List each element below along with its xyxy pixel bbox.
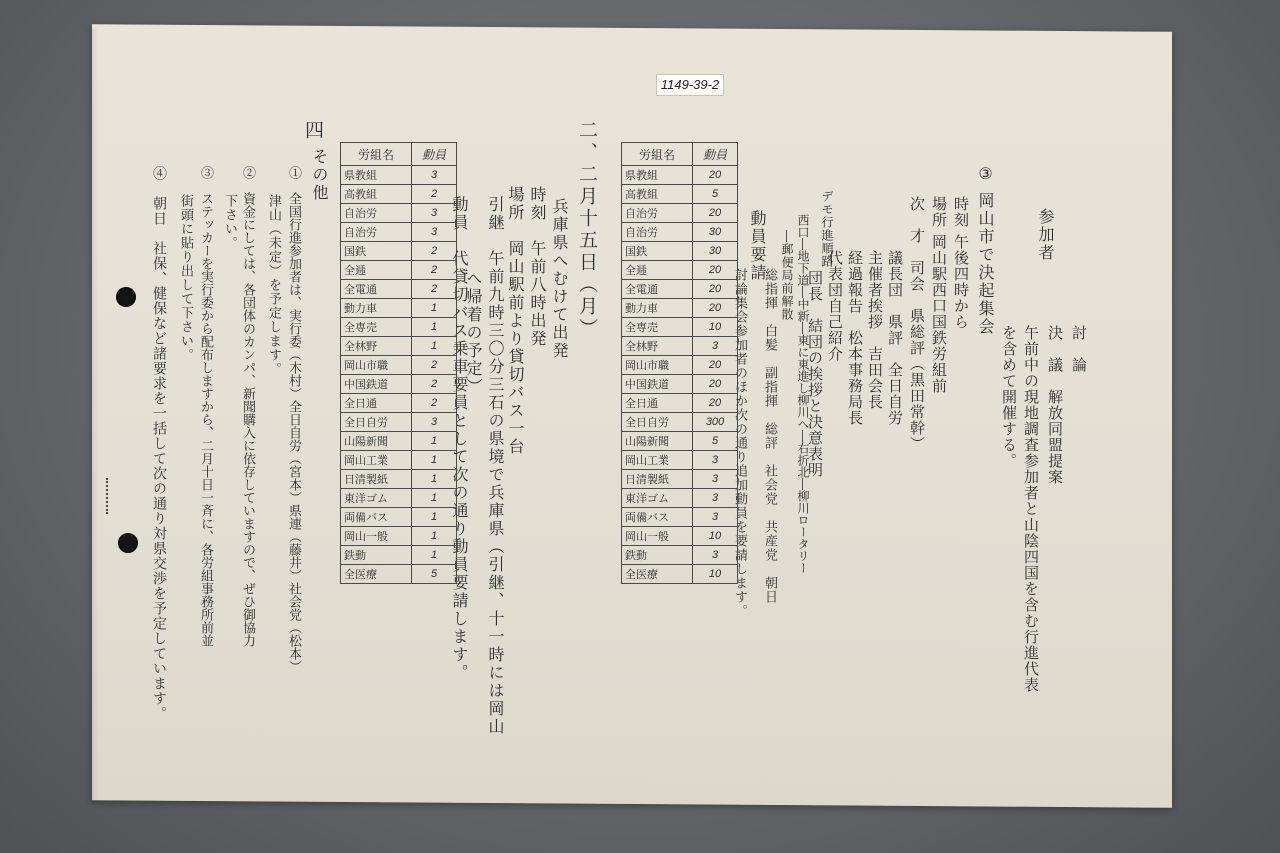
table-row [622,432,738,451]
mobilization-count-cell: 2 [412,280,457,299]
mobilization-count-cell: 3 [412,223,457,242]
union-name-cell: 岡山工業 [622,451,693,470]
union-name-cell: 全林野 [341,337,412,356]
union-name-cell: 全専売 [341,318,412,337]
union-name-cell: 全林野 [622,337,693,356]
mobilization-count-cell: 20 [693,299,738,318]
table-row [341,299,457,318]
table-row [622,261,738,280]
item3-order-3: 経過報告 松本事務局長 [846,250,864,426]
mobilization-count-cell: 2 [412,375,457,394]
sheet-edge [92,28,98,804]
mobilization-count-cell: 3 [412,413,457,432]
union-name-cell: 全医療 [622,565,693,584]
header-union: 労組名 [341,143,412,166]
item2-line-2: 時刻 午前八時出発 [528,186,547,348]
table-row [622,413,738,432]
union-name-cell: 国鉄 [341,242,412,261]
union-name-cell: 岡山一般 [622,527,693,546]
table-row [341,546,457,565]
table-row [341,470,457,489]
table-row [341,356,457,375]
table-row [622,394,738,413]
union-name-cell: 全専売 [622,318,693,337]
mobilization-table-left [340,142,457,584]
table-row [341,508,457,527]
union-name-cell: 全逓 [341,261,412,280]
table-row [622,242,738,261]
table-row [622,356,738,375]
mobilization-count-cell: 1 [412,546,457,565]
staple-marks [106,478,110,514]
table-row [622,337,738,356]
item3-order-5: 団長 結団の挨拶と決意表明 [806,270,824,478]
mobilization-count-cell: 1 [412,470,457,489]
reference-number-tag: 1149-39-2 [656,74,724,96]
item4-note-1: ① 全国行進参加者は、実行委（木村）全日自労（宮本）県連（藤井）社会党（松本） [286,166,301,673]
mobilization-count-cell: 20 [693,204,738,223]
table-row [622,223,738,242]
item4-subheading: その他 [310,148,329,202]
table-row [341,185,457,204]
union-name-cell: 動力車 [341,299,412,318]
table-row [341,527,457,546]
mobilization-count-cell: 1 [412,299,457,318]
mobilization-count-cell: 5 [693,432,738,451]
table-row [622,489,738,508]
item3-heading: ③ 岡山市で決起集会 [976,164,995,337]
item4-note-2b: 下さい。 [222,194,237,250]
item3-order-1: 議長団 県評 全日自労 [886,250,904,426]
table-row [622,166,738,185]
mobilization-count-cell: 20 [693,261,738,280]
table-row [622,280,738,299]
union-name-cell: 全日通 [622,394,693,413]
mobilization-count-cell: 30 [693,242,738,261]
table-row [341,337,457,356]
table-row [341,489,457,508]
table-row [622,565,738,584]
mobilization-count-cell: 20 [693,394,738,413]
table-row [341,280,457,299]
mobilization-count-cell: 20 [693,356,738,375]
mobilization-count-cell: 5 [412,565,457,584]
table-row [622,508,738,527]
union-name-cell: 東洋ゴム [622,489,693,508]
mobilization-count-cell: 2 [412,356,457,375]
union-name-cell: 全医療 [341,565,412,584]
union-name-cell: 自治労 [341,204,412,223]
participants-line-3: 午前中の現地調査参加者と山陰四国を含む行進代表 [1022,325,1040,693]
item4-heading: 四 [302,120,324,142]
union-name-cell: 東洋ゴム [341,489,412,508]
union-name-cell: 全逓 [622,261,693,280]
participants-line-4: を含めて開催する。 [1000,325,1018,469]
header-count: 動員 [412,143,457,166]
union-name-cell: 全電通 [341,280,412,299]
item4-note-2: ② 資金にしては、各団体のカンパ、新聞購入に依存していますので、ぜひ御協力 [240,166,255,647]
table-header [622,143,738,166]
table-row [341,242,457,261]
item3-order-4: 代表団自己紹介 [826,250,844,362]
table-row [622,546,738,565]
mobilization-count-cell: 3 [412,166,457,185]
punch-hole-top [116,287,136,307]
union-name-cell: 県教組 [622,166,693,185]
table-row [341,375,457,394]
demo-leaders: 総指揮 白髪 副指揮 総評 社会党 共産党 朝日 [762,268,777,604]
table-row [341,451,457,470]
mobilization-count-cell: 2 [412,261,457,280]
table-row [341,261,457,280]
mobilization-count-cell: 1 [412,527,457,546]
union-name-cell: 中国鉄道 [622,375,693,394]
item3-time: 時刻 午後四時から [952,196,970,330]
union-name-cell: 岡山一般 [341,527,412,546]
participants-line-2: 決 議 解放同盟提案 [1046,325,1064,485]
table-row [622,527,738,546]
header-union: 労組名 [622,143,693,166]
table-row [341,166,457,185]
union-name-cell: 鉄動 [622,546,693,565]
demo-route-title: デモ行進順路 [820,190,834,268]
item4-note-4: ④ 朝日 社保、健保など諸要求を一括して次の通り対県交渉を予定しています。 [151,166,167,721]
mobilization-count-cell: 20 [693,375,738,394]
participants-title: 参加者 [1036,208,1055,262]
table-row [341,223,457,242]
header-count: 動員 [693,143,738,166]
union-name-cell: 自治労 [622,223,693,242]
mobilization-count-cell: 2 [412,185,457,204]
union-name-cell: 日清製紙 [341,470,412,489]
mobilization-count-cell: 3 [693,451,738,470]
union-name-cell: 鉄動 [341,546,412,565]
union-name-cell: 県教組 [341,166,412,185]
union-name-cell: 山陽新聞 [341,432,412,451]
table-row [341,432,457,451]
mobilization-count-cell: 10 [693,318,738,337]
union-name-cell: 山陽新聞 [622,432,693,451]
mobilization-count-cell: 1 [412,318,457,337]
table-row [622,299,738,318]
union-name-cell: 岡山工業 [341,451,412,470]
table-row [341,204,457,223]
demo-route: 西口―地下道―中新―東に東進し柳川へ―右折北―柳川ロータリー [796,214,810,574]
union-name-cell: 全電通 [622,280,693,299]
union-name-cell: 岡山市職 [341,356,412,375]
table-row [622,185,738,204]
mobilization-count-cell: 5 [693,185,738,204]
mobilization-count-cell: 300 [693,413,738,432]
item4-note-3: ③ ステッカーを実行委から配布しますから、二月十日一斉に、各労組事務所前並 [198,166,213,647]
table-row [622,204,738,223]
punch-hole-bottom [118,533,138,553]
mobilization-count-cell: 20 [693,166,738,185]
mobilization-table-right [621,142,738,584]
union-name-cell: 自治労 [622,204,693,223]
union-name-cell: 自治労 [341,223,412,242]
union-name-cell: 中国鉄道 [341,375,412,394]
item2-heading: 二、二月十五日（月） [576,120,598,340]
mobilization-count-cell: 20 [693,280,738,299]
item2-line-1: 兵庫県へむけて出発 [550,198,569,360]
mobilization-count-cell: 1 [412,337,457,356]
mobilization-count-cell: 1 [412,451,457,470]
item4-note-1b: 津山（未定）を予定します。 [266,194,281,376]
table-row [622,375,738,394]
union-name-cell: 動力車 [622,299,693,318]
mobilization-count-cell: 3 [693,508,738,527]
union-name-cell: 高教組 [622,185,693,204]
item3-order: 次 才 司会 県総評（黒田常幹） [908,196,926,452]
mobilization-count-cell: 10 [693,565,738,584]
mobilization-count-cell: 3 [693,470,738,489]
mobilization-title: 動員要請 [748,210,767,282]
item2-line-4: 引継 午前九時三〇分三石の県境で兵庫県（引継、十一時には岡山 [486,196,505,736]
table-row [622,470,738,489]
union-name-cell: 岡山市職 [622,356,693,375]
mobilization-count-cell: 3 [693,546,738,565]
union-name-cell: 全日自労 [341,413,412,432]
union-name-cell: 全日通 [341,394,412,413]
union-name-cell: 国鉄 [622,242,693,261]
participants-line-1: 討 論 [1070,325,1088,373]
mobilization-count-cell: 3 [693,337,738,356]
table-row [622,451,738,470]
table-row [341,318,457,337]
mobilization-count-cell: 30 [693,223,738,242]
mobilization-text: 討論集会参加者のほか次の通り追加動員を要請します。 [732,268,747,618]
item2-line-6: 動員 代貸切バス乗車要員として次の通り動員要請します。 [450,196,469,682]
union-name-cell: 両備バス [341,508,412,527]
demo-route-end: ―郵便局前解散 [780,230,794,321]
mobilization-count-cell: 3 [693,489,738,508]
mobilization-count-cell: 10 [693,527,738,546]
union-name-cell: 高教組 [341,185,412,204]
mobilization-count-cell: 2 [412,242,457,261]
table-row [622,318,738,337]
item2-line-5: へ帰着の予定） [464,270,483,396]
item3-place: 場所 岡山駅西口国鉄労組前 [930,196,948,394]
mobilization-count-cell: 2 [412,394,457,413]
item4-note-3b: 街頭に貼り出して下さい。 [178,194,193,362]
union-name-cell: 日清製紙 [622,470,693,489]
mobilization-count-cell: 3 [412,204,457,223]
table-row [341,413,457,432]
union-name-cell: 両備バス [622,508,693,527]
mobilization-count-cell: 1 [412,489,457,508]
table-row [341,565,457,584]
table-header [341,143,457,166]
union-name-cell: 全日自労 [622,413,693,432]
item3-order-2: 主催者挨拶 吉田会長 [866,250,884,410]
item2-line-3: 場所 岡山駅前より貸切バス一台 [506,186,525,456]
mobilization-count-cell: 1 [412,432,457,451]
table-row [341,394,457,413]
mobilization-count-cell: 1 [412,508,457,527]
